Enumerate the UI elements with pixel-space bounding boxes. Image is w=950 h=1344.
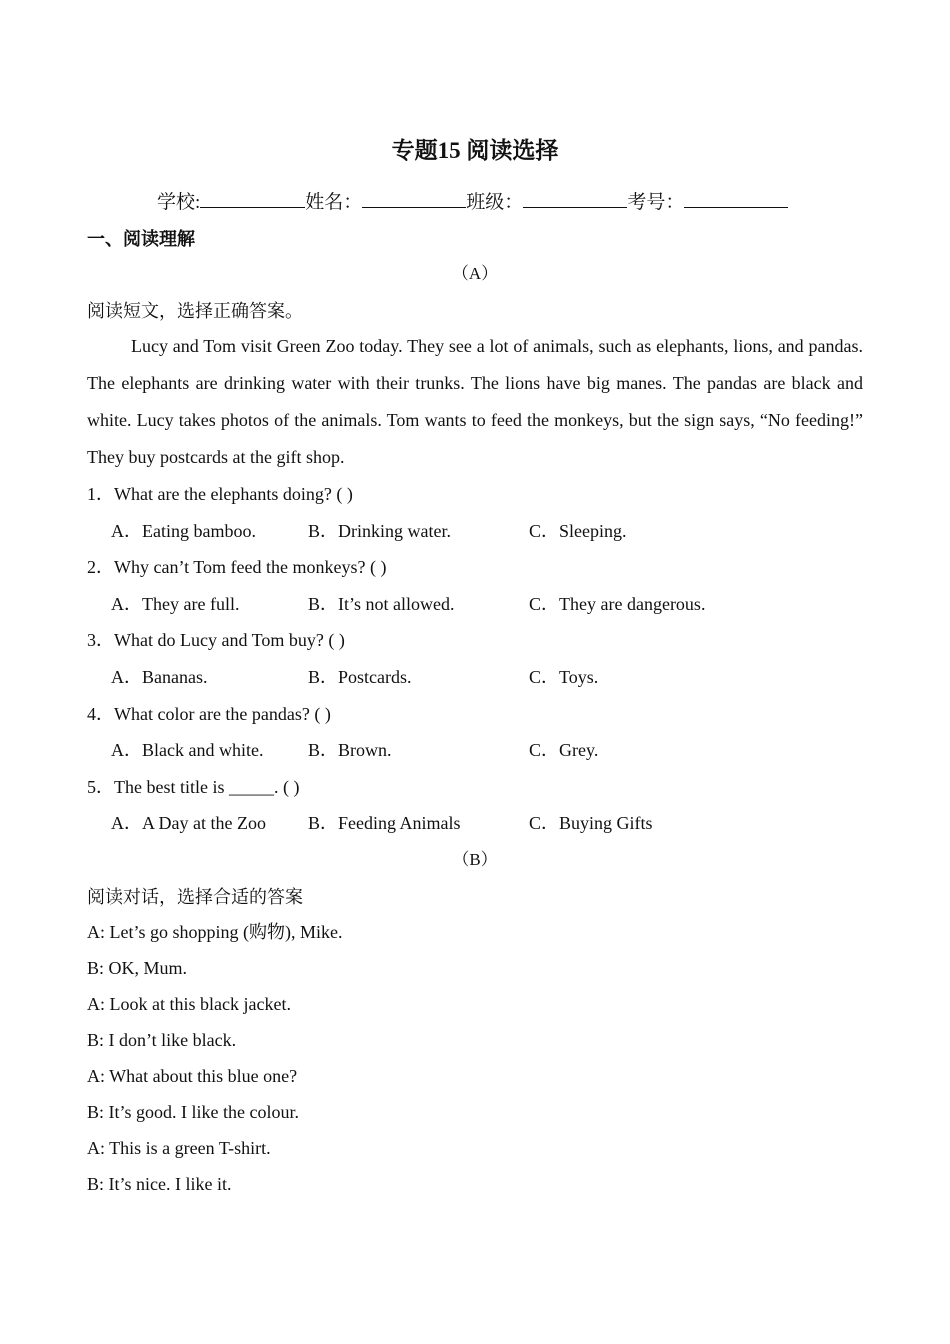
q1-option-b[interactable]: B．Drinking water. [308, 521, 451, 541]
q3-option-c[interactable]: C．Toys. [529, 667, 599, 687]
name-label: 姓名： [305, 192, 363, 213]
q4-option-a[interactable]: A．Black and white. [111, 740, 264, 760]
q5-option-b[interactable]: B．Feeding Animals [308, 813, 461, 833]
class-label: 班级： [466, 192, 524, 213]
q2-option-c[interactable]: C．They are dangerous. [529, 594, 706, 614]
q3-option-a[interactable]: A．Bananas. [111, 667, 208, 687]
question-4: 4．What color are the pandas? ( ) [87, 704, 331, 724]
section-heading: 一、阅读理解 [87, 229, 195, 249]
class-blank[interactable] [523, 189, 627, 208]
q1-option-a[interactable]: A．Eating bamboo. [111, 521, 256, 541]
part-a-label: （A） [451, 264, 499, 283]
q4-option-c[interactable]: C．Grey. [529, 740, 599, 760]
page-title: 专题15 阅读选择 [391, 138, 559, 163]
part-a-instruction: 阅读短文，选择正确答案。 [87, 301, 303, 321]
school-blank[interactable] [200, 189, 305, 208]
question-3: 3．What do Lucy and Tom buy? ( ) [87, 630, 345, 650]
dialogue-line: A: Look at this black jacket. [87, 994, 291, 1014]
part-b-instruction: 阅读对话，选择合适的答案 [87, 887, 303, 907]
school-label: 学校: [157, 192, 201, 213]
dialogue-line: A: What about this blue one? [87, 1066, 298, 1086]
part-b-label: （B） [452, 850, 498, 869]
dialogue-line: B: It’s good. I like the colour. [87, 1102, 299, 1122]
student-info-line [157, 189, 788, 215]
dialogue-line: B: It’s nice. I like it. [87, 1174, 232, 1194]
exam-no-blank[interactable] [684, 189, 788, 208]
question-5: 5．The best title is _____. ( ) [87, 777, 300, 797]
dialogue-line: B: OK, Mum. [87, 958, 188, 978]
q4-option-b[interactable]: B．Brown. [308, 740, 392, 760]
q2-option-a[interactable]: A．They are full. [111, 594, 240, 614]
q5-option-a[interactable]: A．A Day at the Zoo [111, 813, 266, 833]
q1-option-c[interactable]: C．Sleeping. [529, 521, 627, 541]
q3-option-b[interactable]: B．Postcards. [308, 667, 412, 687]
dialogue-line: A: Let’s go shopping (购物), Mike. [87, 922, 343, 942]
question-2: 2．Why can’t Tom feed the monkeys? ( ) [87, 557, 387, 577]
dialogue-line: A: This is a green T-shirt. [87, 1138, 271, 1158]
reading-passage: Lucy and Tom visit Green Zoo today. They see a lot of animals, such as elephants, lions, and pandas. The elephants are drinking water with their trunks. The lions have big manes. The pandas are black and white. Lucy takes photos of the animals. Tom wants to feed the monkeys, but the sign says, “No feeding!” They buy postcards at the gift shop. [87, 336, 863, 467]
question-1: 1．What are the elephants doing? ( ) [87, 484, 353, 504]
q5-option-c[interactable]: C．Buying Gifts [529, 813, 653, 833]
q2-option-b[interactable]: B．It’s not allowed. [308, 594, 455, 614]
dialogue-line: B: I don’t like black. [87, 1030, 237, 1050]
exam-no-label: 考号： [627, 192, 685, 213]
name-blank[interactable] [362, 189, 466, 208]
